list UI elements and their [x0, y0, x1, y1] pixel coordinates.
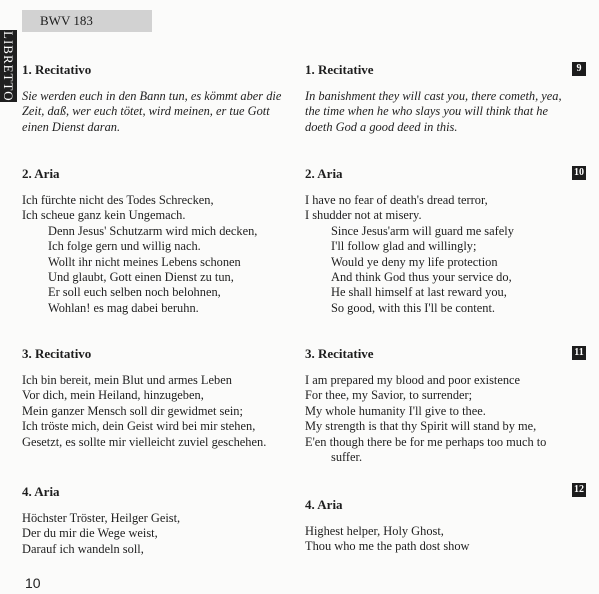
text-line: Und glaubt, Gott einen Dienst zu tun,	[48, 270, 234, 285]
text-line: Ich folge gern und willig nach.	[48, 239, 201, 254]
text-line: Highest helper, Holy Ghost,	[305, 524, 444, 538]
text-line: Wollt ihr nicht meines Lebens schonen	[48, 254, 241, 269]
section-text	[22, 193, 284, 316]
section-heading: 2. Aria	[305, 166, 343, 181]
text-line: Wohlan! es mag dabei beruhn.	[48, 300, 199, 315]
text-line: suffer.	[331, 450, 363, 465]
text-line: I'll follow glad and willingly;	[331, 239, 477, 254]
section-heading: 1. Recitative	[305, 62, 374, 77]
text-line: the time when he who slays you will think that he	[305, 104, 548, 119]
german-section-3	[22, 346, 284, 450]
text-line: Since Jesus'arm will guard me safely	[331, 223, 514, 238]
text-line: Vor dich, mein Heiland, hinzugeben,	[22, 388, 204, 403]
section-text	[22, 373, 284, 450]
section-text	[305, 373, 567, 465]
section-heading: 4. Aria	[305, 497, 343, 512]
text-line: Thou who me the path dost show	[305, 539, 470, 554]
text-line: My whole humanity I'll give to thee.	[305, 403, 486, 418]
text-line: I shudder not at misery.	[305, 208, 422, 223]
libretto-side-label: LIBRETTO	[1, 30, 16, 102]
text-line: Ich tröste mich, dein Geist wird bei mir stehen,	[22, 419, 256, 434]
text-line: I have no fear of death's dread terror,	[305, 193, 488, 207]
english-section-2	[305, 166, 567, 316]
text-line: E'en though there be for me perhaps too much to	[305, 434, 547, 449]
track-badge: 11	[572, 346, 586, 360]
track-badge: 9	[572, 62, 586, 76]
text-line: Darauf ich wandeln soll,	[22, 541, 144, 556]
text-line: I am prepared my blood and poor existence	[305, 373, 521, 387]
header-tab: BWV 183	[22, 10, 152, 32]
text-line: Would ye deny my life protection	[331, 254, 498, 269]
text-line: Ich bin bereit, mein Blut und armes Leben	[22, 373, 232, 387]
text-line: Er soll euch selben noch belohnen,	[48, 285, 221, 300]
english-section-4	[305, 497, 567, 555]
section-text	[305, 89, 567, 135]
text-line: Zeit, daß, wer euch tötet, wird meinen, er tue Gott	[22, 104, 270, 119]
text-line: einen Dienst daran.	[22, 119, 121, 134]
text-line: He shall himself at last reward you,	[331, 285, 507, 300]
text-line: Ich fürchte nicht des Todes Schrecken,	[22, 193, 214, 207]
text-line: For thee, my Savior, to surrender;	[305, 388, 473, 403]
text-line: And think God thus your service do,	[331, 270, 512, 285]
text-line: My strength is that thy Spirit will stand by me,	[305, 419, 537, 434]
german-section-2	[22, 166, 284, 316]
text-line: Der du mir die Wege weist,	[22, 526, 158, 541]
english-section-1	[305, 62, 567, 135]
section-text	[22, 89, 284, 135]
english-section-3	[305, 346, 567, 465]
section-heading: 1. Recitativo	[22, 62, 92, 77]
text-line: Gesetzt, es sollte mir vielleicht zuviel geschehen.	[22, 434, 267, 449]
section-heading: 4. Aria	[22, 484, 60, 499]
track-badge: 10	[574, 167, 584, 178]
text-line: doeth God a good deed in this.	[305, 119, 458, 134]
section-heading: 3. Recitative	[305, 346, 374, 361]
text-line: Sie werden euch in den Bann tun, es kömmt aber die	[22, 89, 282, 103]
text-line: Denn Jesus' Schutzarm wird mich decken,	[48, 223, 258, 238]
text-line: Mein ganzer Mensch soll dir gewidmet sein;	[22, 403, 243, 418]
section-heading: 2. Aria	[22, 166, 60, 181]
page-number: 10	[25, 575, 41, 591]
section-heading: 3. Recitativo	[22, 346, 92, 361]
section-text	[22, 511, 284, 557]
section-text	[305, 193, 567, 316]
german-section-1	[22, 62, 284, 135]
section-text	[305, 524, 567, 555]
text-line: In banishment they will cast you, there cometh, yea,	[305, 89, 562, 103]
german-section-4	[22, 484, 284, 557]
text-line: Ich scheue ganz kein Ungemach.	[22, 208, 186, 223]
text-line: So good, with this I'll be content.	[331, 300, 495, 315]
text-line: Höchster Tröster, Heilger Geist,	[22, 511, 181, 525]
track-badge: 12	[574, 484, 584, 495]
